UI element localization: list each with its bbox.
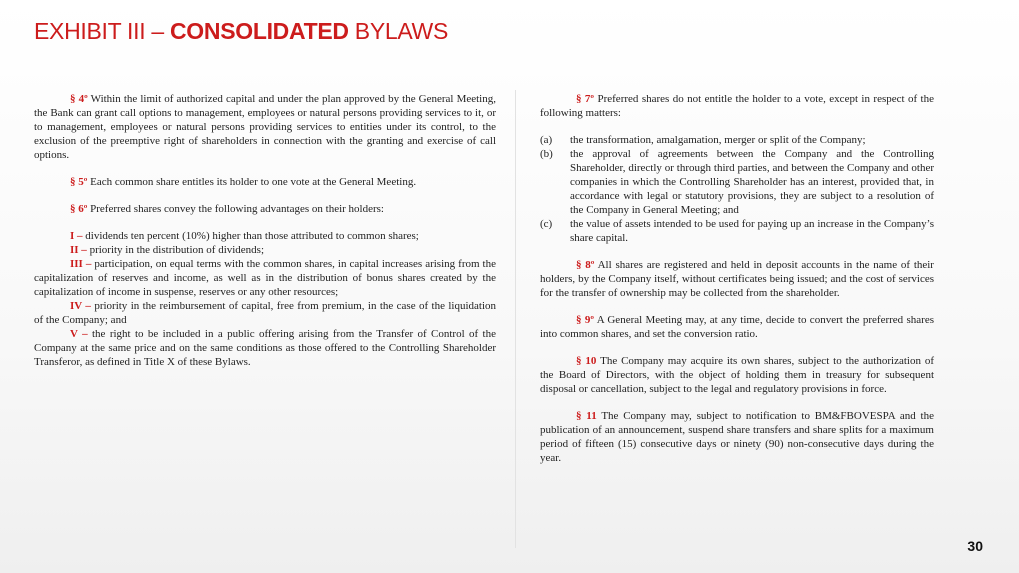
item-number: IV – [70,300,91,312]
section-number: § 10 [576,355,597,367]
item-number: I – [70,230,83,242]
list-item [34,327,496,369]
item-text: the right to be included in a public offering arising from the Transfer of Control of the Company at the same price and on the same conditions as those offered to the Controlling Shareholder Transferor, as defined in Title X of these Bylaws. [34,328,496,368]
paragraph-text: A General Meeting may, at any time, decide to convert the preferred shares into common shares, and set the conversion ratio. [540,314,934,340]
paragraph-text: Within the limit of authorized capital and under the plan approved by the General Meeting, the Bank can grant call options to management, employees or natural persons providing services to it, or to management, employees or natural persons providing services to entities under its control, to the exclusion of the preemptive right of shareholders in connection with the granting and exercise of call options. [34,93,496,161]
page-title [34,18,448,45]
paragraph-text: The Company may acquire its own shares, subject to the authorization of the Board of Directors, with the object of holding them in treasury for subsequent disposal or cancellation, subject to the legal and regulatory provisions in force. [540,355,934,395]
paragraph-s8 [540,258,934,300]
item-number: V – [70,328,88,340]
item-text: participation, on equal terms with the common shares, in capital increases arising from the capitalization of reserves and income, as well as in the distribution of bonus shares created by the capitalization of income in suspense, reserves or any other resources; [34,258,497,298]
item-label: (a) [540,134,553,146]
section-number: § 11 [576,410,597,422]
paragraph-text: The Company may, subject to notification to BM&FBOVESPA and the publication of an announcement, suspend share transfers and share splits for a maximum period of fifteen (15) consecutive days or ninety (90) non-consecutive days during the year. [540,410,934,464]
paragraph-s9 [540,313,934,341]
paragraph-text: Each common share entitles its holder to one vote at the General Meeting. [90,176,417,188]
list-item [34,299,496,327]
item-text: dividends ten percent (10%) higher than those attributed to common shares; [85,230,419,242]
paragraph-text: All shares are registered and held in deposit accounts in the name of their holders, by the Company itself, without certificates being issued; and the cost of services for the transfer of ownership may be collected from the shareholder. [540,259,934,299]
title-bold: CONSOLIDATED [169,18,349,44]
list-item [540,217,934,245]
list-item [540,133,934,147]
title-prefix: EXHIBIT III – [34,18,164,44]
section-number: § 8º [576,259,595,271]
item-text: the transformation, amalgamation, merger or split of the Company; [570,134,866,146]
item-label: (c) [540,218,553,230]
section-number: § 7º [576,93,595,105]
item-text: the approval of agreements between the Company and the Controlling Shareholder, directly or through third parties, and between the Company and other companies in which the Controlling Shareholder has an interest, provided that, in accordance with legal or statutory provisions, they are subject to a resolution of the Company in General Meeting; and [570,148,934,216]
list-item [540,147,934,217]
section-number: § 6º [70,203,88,215]
voting-matters-list [540,133,934,245]
paragraph-s10 [540,354,934,396]
paragraph-s6 [34,202,496,216]
item-label: (b) [540,148,553,160]
advantages-list [34,229,496,369]
item-number: II – [70,244,87,256]
section-number: § 4º [70,93,88,105]
list-item [34,229,496,243]
page-number: 30 [967,538,983,554]
section-number: § 9º [576,314,594,326]
column-divider [515,90,516,548]
paragraph-s11 [540,409,934,465]
item-text: the value of assets intended to be used for paying up an increase in the Company’s share capital. [570,218,934,244]
item-text: priority in the distribution of dividends; [89,244,265,256]
list-item [34,257,496,299]
left-column [34,92,496,369]
paragraph-text: Preferred shares do not entitle the holder to a vote, except in respect of the following matters: [540,93,934,119]
paragraph-text: Preferred shares convey the following advantages on their holders: [90,203,384,215]
paragraph-s5 [34,175,496,189]
section-number: § 5º [70,176,88,188]
list-item [34,243,496,257]
title-suffix: BYLAWS [354,18,448,44]
item-text: priority in the reimbursement of capital, free from premium, in the case of the liquidation of the Company; and [34,300,497,326]
paragraph-s4 [34,92,496,162]
right-column [540,92,934,465]
paragraph-s7 [540,92,934,120]
item-number: III – [70,258,92,270]
